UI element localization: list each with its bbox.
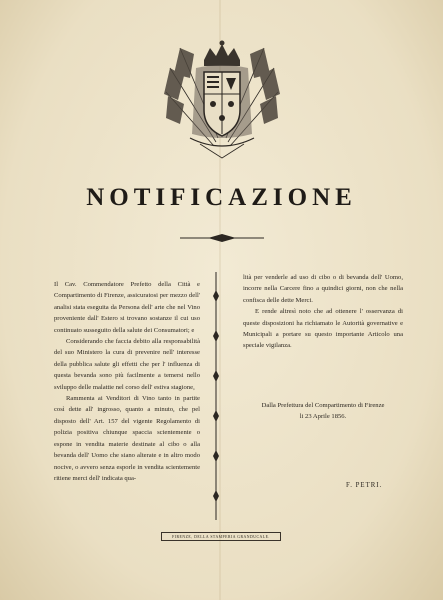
left-paragraph-2: Considerando che faccia debito alla responsabilità del suo Ministero la cura di prevenire nell' interesse della pubblica salute gli effetti che per l' influenza di questa bevanda sono più facilmente a temersi nello sviluppo delle malattie nel corso dell' estiva stagione, — [54, 338, 200, 391]
right-paragraph-1: lità per venderle ad uso di cibo o di bevanda dell' Uomo, incorre nella Carcere fino a quindici giorni, non che nella confisca delle dette Merci. — [243, 274, 403, 304]
title-ornament-rule — [178, 233, 266, 243]
issue-date: li 23 Aprile 1856. — [299, 413, 347, 421]
right-column — [243, 272, 403, 352]
right-paragraph-2: E rende altresì noto che ad ottenere l' osservanza di queste disposizioni ha richiamato le Autorità governative e Municipali a portare su questo importante Articolo una speciale vigilanza. — [243, 308, 403, 350]
left-column — [54, 279, 200, 484]
notice-title: NOTIFICAZIONE — [86, 184, 357, 211]
signature: F. PETRI. — [346, 482, 383, 489]
issuing-office — [243, 400, 403, 423]
left-paragraph-3: Rammenta ai Venditori di Vino tanto in partite così dette all' ingrosso, quanto a minuto, che pel disposto dell' Art. 157 del vigente Regolamento di polizia positiva chiunque spaccia scientemente o espone in vendita materie destinate al cibo o alla bevanda dell' Uomo che siano alterate e in altro modo nocive, o avvero senza esporle in vendita scientemente ritiene merci dell' indicata qua- — [54, 395, 200, 482]
column-divider — [211, 270, 221, 522]
left-paragraph-1: Il Cav. Commendatore Prefetto della Città e Compartimento di Firenze, assicuratosi per mezzo dell' analisi stata eseguita da Persona dell' arte che nel Vino proveniente dall' Estero si trovano sostanze il cui uso continuato susseguito della salute dei Consumatori; e — [54, 281, 200, 334]
printer-imprint: FIRENZE, DELLA STAMPERIA GRANDUCALE. — [161, 532, 281, 541]
coat-of-arms-icon — [160, 38, 284, 160]
issuing-office-line: Dalla Prefettura del Compartimento di Firenze — [261, 402, 385, 409]
